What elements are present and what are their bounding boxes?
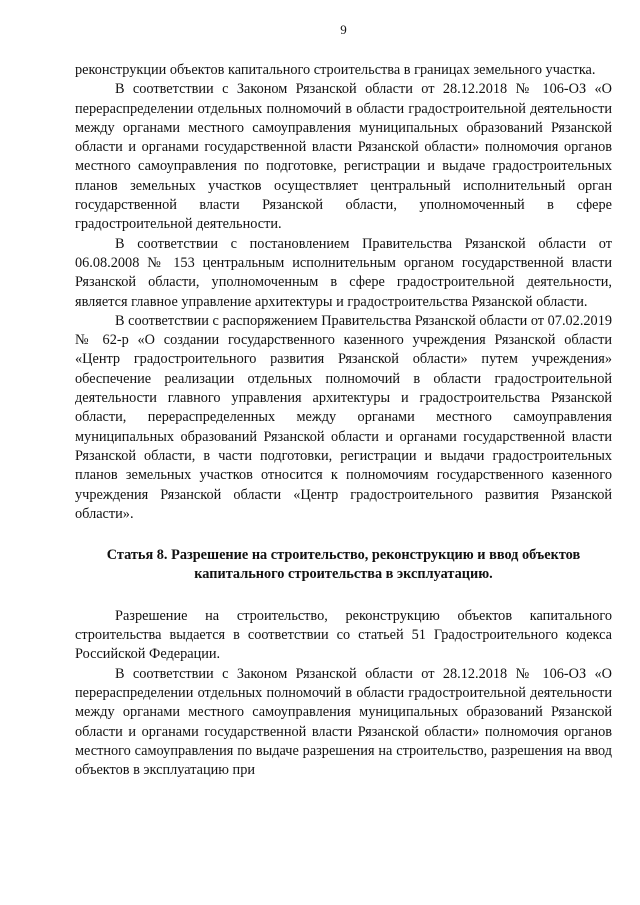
paragraph: реконструкции объектов капитального строительства в границах земельного участка. [75, 62, 596, 78]
paragraph: Разрешение на строительство, реконструкцию объектов капитального строительства выдается в соответствии со статьей 51 Градостроительного кодекса Российской Федерации. [75, 607, 612, 663]
paragraph: В соответствии с распоряжением Правительства Рязанской области от 07.02.2019 № 62-р «О создании государственного казенного учреждения Рязанской области «Центр градостроительного развития Рязанской области» путем учреждения» обеспечение реализации отдельных полномочий в области градостроительной деятельности главного управления архитектуры и градостроительства Рязанской области, перераспределенных между органами местного самоуправления муниципальных образований Рязанской области и органами государственной власти Рязанской области, в части подготовки, регистрации и выдачи градостроительных планов земельных участков относится к полномочиям государственного казенного учреждения Рязанской области «Центр градостроительного развития Рязанской области». [75, 312, 612, 522]
paragraph: В соответствии с постановлением Правительства Рязанской области от 06.08.2008 № 153 центральным исполнительным органом государственной власти Рязанской области, уполномоченным в сфере градостроительной деятельности, является главное управление архитектуры и градостроительства Рязанской области. [75, 235, 612, 310]
paragraph: В соответствии с Законом Рязанской области от 28.12.2018 № 106-ОЗ «О перераспределении отдельных полномочий в области градостроительной деятельности между органами местного самоуправления муниципальных образований Рязанской области и органами государственной власти Рязанской области» полномочия органов местного самоуправления по подготовке, регистрации и выдаче градостроительных планов земельных участков осуществляет центральный исполнительный орган государственной власти Рязанской области, уполномоченный в сфере градостроительной деятельности. [75, 81, 612, 233]
body-before-heading [75, 61, 612, 524]
article-heading: Статья 8. Разрешение на строительство, реконструкцию и ввод объектов капитального строительства в эксплуатацию. [106, 547, 581, 583]
page-number: 9 [340, 22, 347, 37]
paragraph: В соответствии с Законом Рязанской области от 28.12.2018 № 106-ОЗ «О перераспределении отдельных полномочий в области градостроительной деятельности между органами местного самоуправления муниципальных образований Рязанской области и органами государственной власти Рязанской области» полномочия органов местного самоуправления по выдаче разрешения на строительство, разрешения на ввод объектов в эксплуатацию при [75, 665, 612, 779]
body-after-heading [75, 607, 612, 781]
